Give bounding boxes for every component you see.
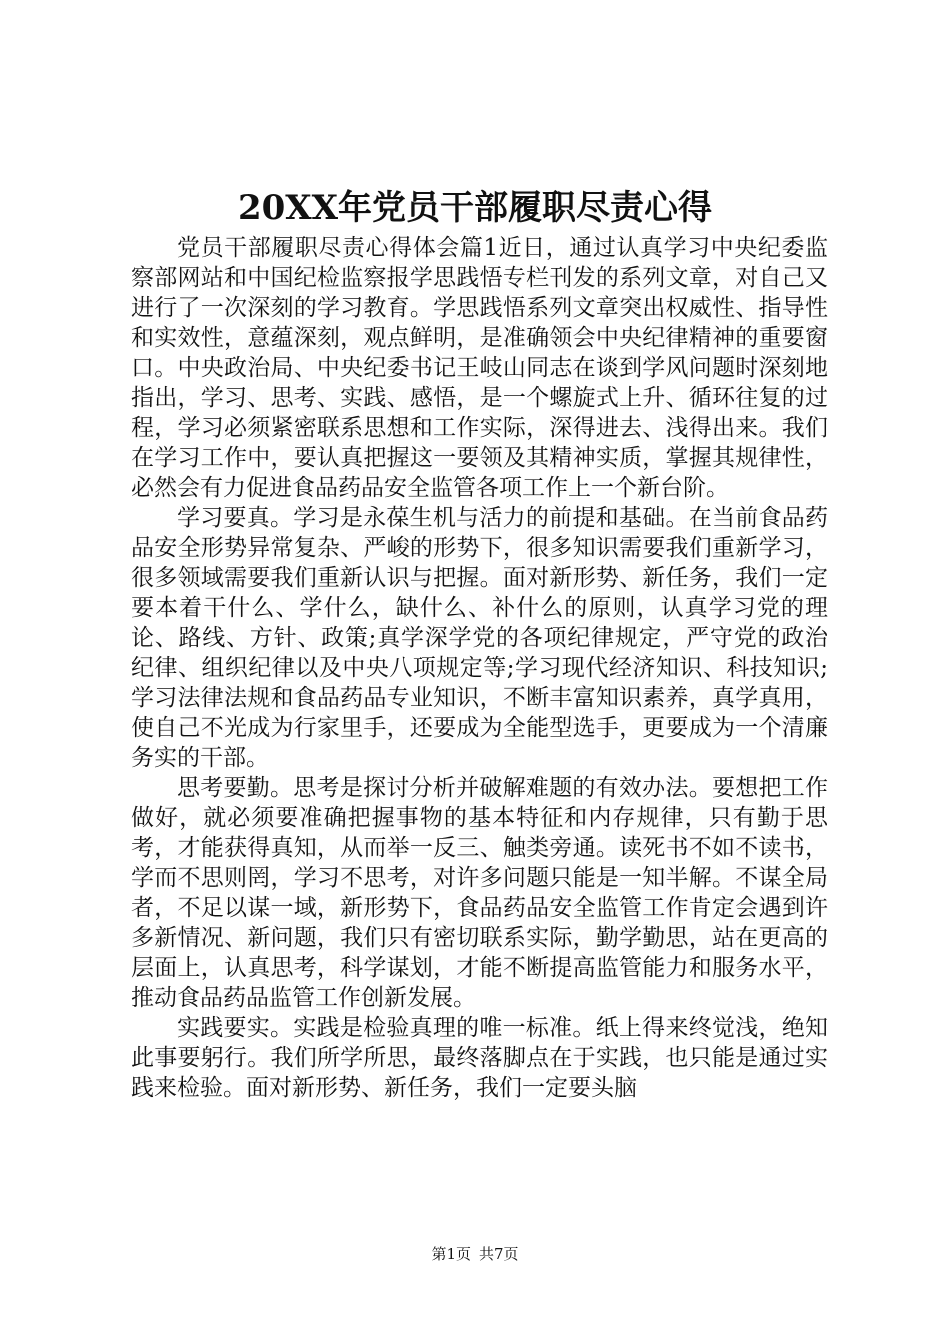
page-footer bbox=[0, 1244, 950, 1264]
page-total: 共7页 bbox=[479, 1245, 519, 1263]
paragraph: 实践要实。实践是检验真理的唯一标准。纸上得来终觉浅，绝知此事要躬行。我们所学所思，最终落脚点在于实践，也只能是通过实践来检验。面对新形势、新任务，我们一定要头脑 bbox=[131, 1015, 828, 1101]
paragraph: 党员干部履职尽责心得体会篇1近日，通过认真学习中央纪委监察部网站和中国纪检监察报学思践悟专栏刊发的系列文章，对自己又进行了一次深刻的学习教育。学思践悟系列文章突出权威性、指导性和实效性，意蕴深刻，观点鲜明，是准确领会中央纪律精神的重要窗口。中央政治局、中央纪委书记王岐山同志在谈到学风问题时深刻地指出，学习、思考、实践、感悟，是一个螺旋式上升、循环往复的过程，学习必须紧密联系思想和工作实际，深得进去、浅得出来。我们在学习工作中，要认真把握这一要领及其精神实质，掌握其规律性，必然会有力促进食品药品安全监管各项工作上一个新台阶。 bbox=[131, 235, 828, 501]
document-body bbox=[131, 233, 828, 1103]
page-number: 第1页 bbox=[431, 1245, 471, 1263]
paragraph: 思考要勤。思考是探讨分析并破解难题的有效办法。要想把工作做好，就必须要准确把握事物的基本特征和内存规律，只有勤于思考，才能获得真知，从而举一反三、触类旁通。读死书不如不读书，学而不思则罔，学习不思考，对许多问题只能是一知半解。不谋全局者，不足以谋一域，新形势下，食品药品安全监管工作肯定会遇到许多新情况、新问题，我们只有密切联系实际，勤学勤思，站在更高的层面上，认真思考，科学谋划，才能不断提高监管能力和服务水平，推动食品药品监管工作创新发展。 bbox=[131, 775, 828, 1011]
document-title: 20XX年党员干部履职尽责心得 bbox=[237, 188, 713, 228]
paragraph: 学习要真。学习是永葆生机与活力的前提和基础。在当前食品药品安全形势异常复杂、严峻的形势下，很多知识需要我们重新学习，很多领域需要我们重新认识与把握。面对新形势、新任务，我们一定要本着干什么、学什么，缺什么、补什么的原则，认真学习党的理论、路线、方针、政策;真学深学党的各项纪律规定，严守党的政治纪律、组织纪律以及中央八项规定等;学习现代经济知识、科技知识;学习法律法规和食品药品专业知识，不断丰富知识素养，真学真用，使自己不光成为行家里手，还要成为全能型选手，更要成为一个清廉务实的干部。 bbox=[131, 505, 828, 771]
